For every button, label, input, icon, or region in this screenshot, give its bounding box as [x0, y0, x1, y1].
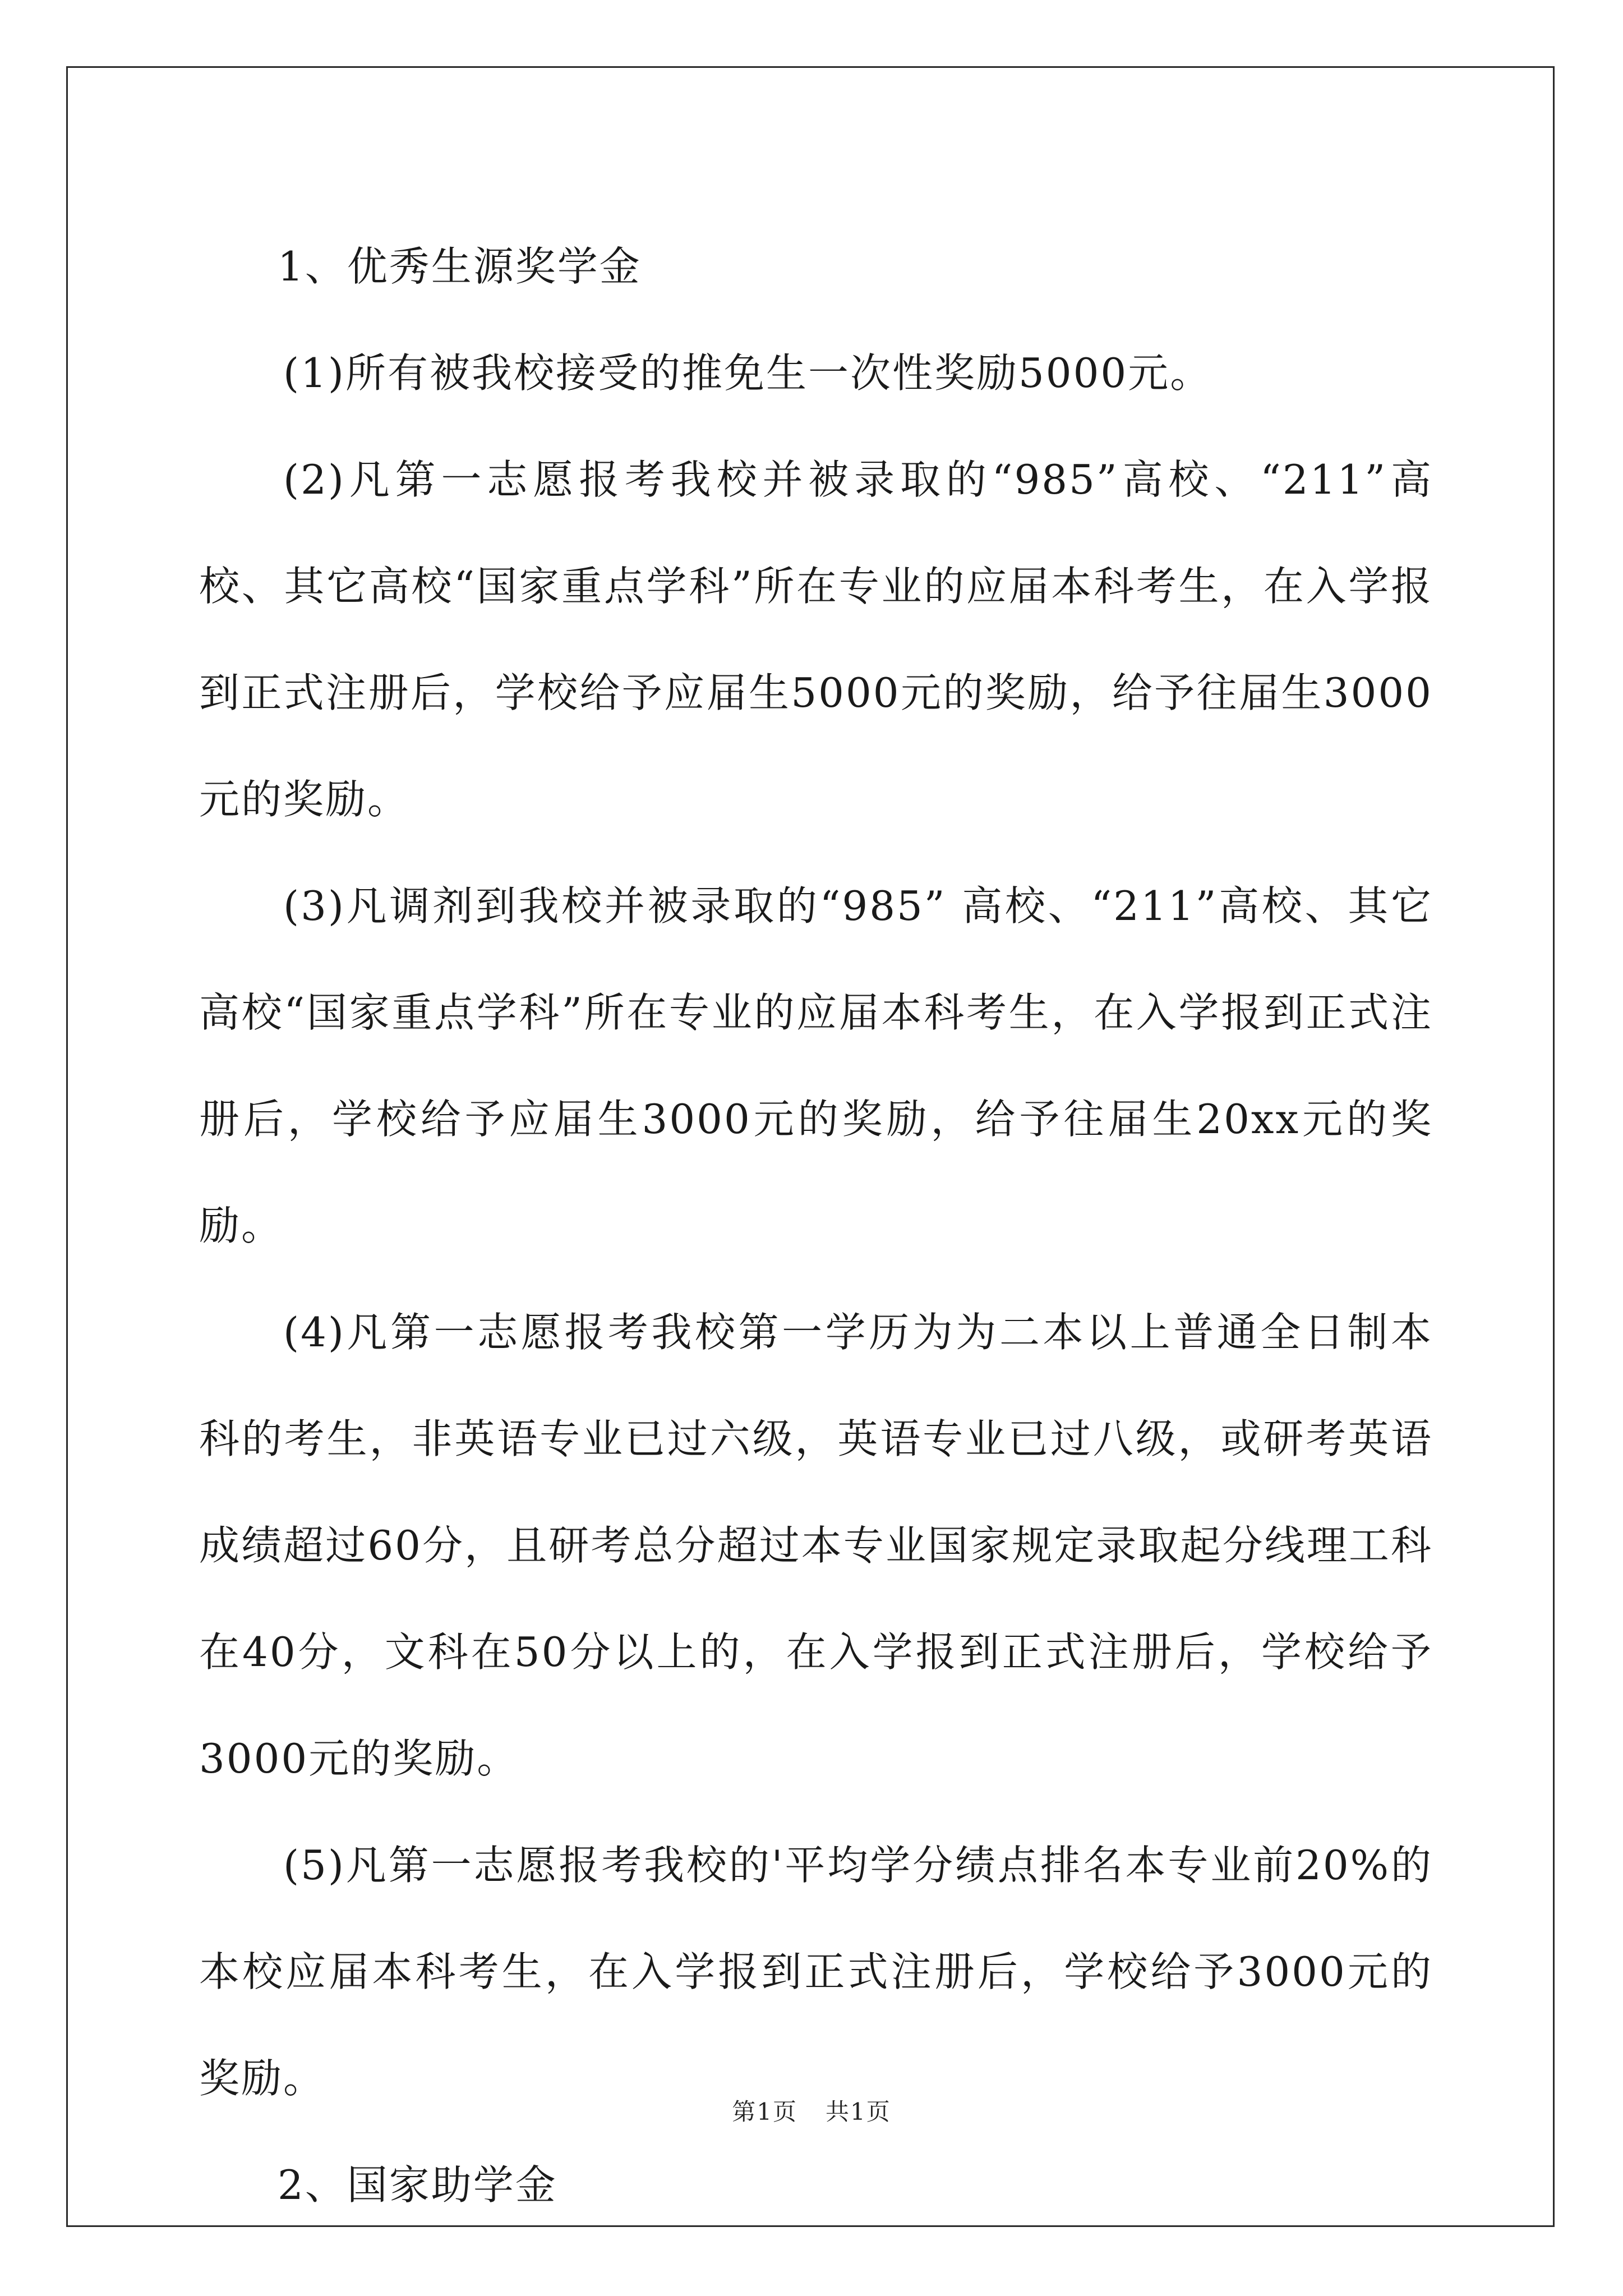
section-heading-1: 1、优秀生源奖学金: [278, 243, 642, 290]
paragraph-5: (5)凡第一志愿报考我校的'平均学分绩点排名本专业前20%的本校应届本科考生，在入学报到正式注册后，学校给予3000元的奖励。: [199, 1842, 1433, 2102]
paragraph-1: (1)所有被我校接受的推免生一次性奖励5000元。: [283, 349, 1212, 397]
paragraph-2: (2)凡第一志愿报考我校并被录取的“985”高校、“211”高校、其它高校“国家重点学科”所在专业的应届本科考生，在入学报到正式注册后，学校给予应届生5000元的奖励，给予往届生3000元的奖励。: [199, 456, 1433, 823]
paragraph-3: (3)凡调剂到我校并被录取的“985” 高校、“211”高校、其它高校“国家重点学科”所在专业的应届本科考生，在入学报到正式注册后，学校给予应届生3000元的奖励，给予往届生20xx元的奖励。: [199, 882, 1433, 1249]
document-body: [199, 213, 1433, 2238]
paragraph-4: (4)凡第一志愿报考我校第一学历为为二本以上普通全日制本科的考生，非英语专业已过六级，英语专业已过八级，或研考英语成绩超过60分，且研考总分超过本专业国家规定录取起分线理工科在40分，文科在50分以上的，在入学报到正式注册后，学校给予3000元的奖励。: [199, 1309, 1433, 1782]
page-total: 共1页: [826, 2098, 891, 2125]
page-footer: [0, 2095, 1623, 2129]
page-number: 第1页: [732, 2098, 797, 2125]
section-heading-2: 2、国家助学金: [278, 2161, 557, 2208]
